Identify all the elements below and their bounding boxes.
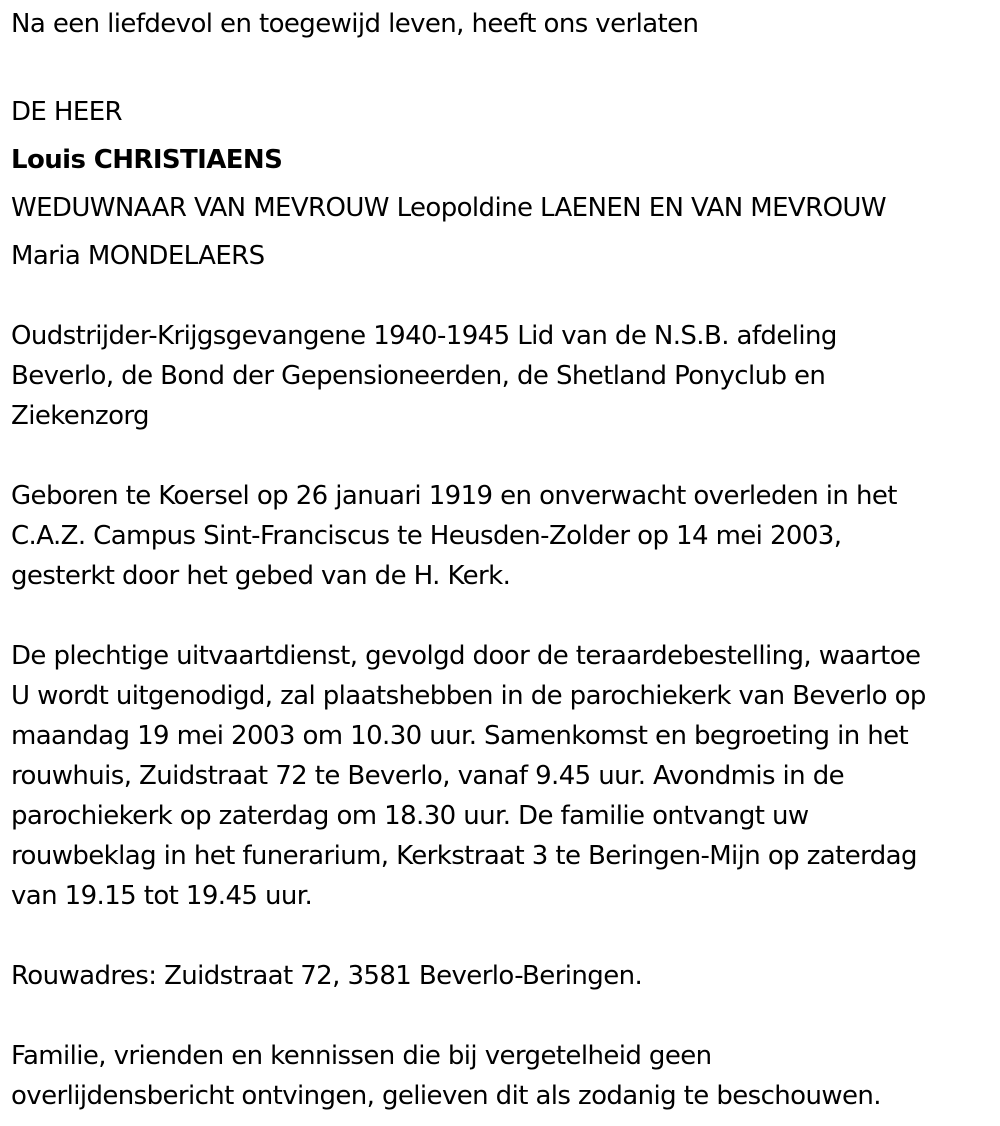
intro-line: Na een liefdevol en toegewijd leven, heeft ons verlaten xyxy=(11,9,699,39)
memberships-line: Beverlo, de Bond der Gepensioneerden, de Shetland Ponyclub en xyxy=(11,361,826,391)
spacer xyxy=(11,596,990,636)
closing-line: overlijdensbericht ontvingen, gelieven dit als zodanig te beschouwen. xyxy=(11,1081,881,1111)
funeral-line: U wordt uitgenodigd, zal plaatshebben in de parochiekerk van Beverlo op xyxy=(11,681,926,711)
spacer xyxy=(11,84,990,92)
spacer xyxy=(11,916,990,956)
spacer xyxy=(11,44,990,84)
funeral-line: van 19.15 tot 19.45 uur. xyxy=(11,881,313,911)
closing-line: Familie, vrienden en kennissen die bij vergetelheid geen xyxy=(11,1041,712,1071)
funeral-line: maandag 19 mei 2003 om 10.30 uur. Samenkomst en begroeting in het xyxy=(11,721,909,751)
birth-death-line: Geboren te Koersel op 26 januari 1919 en onverwacht overleden in het xyxy=(11,481,897,511)
mourning-address: Rouwadres: Zuidstraat 72, 3581 Beverlo-Beringen. xyxy=(11,961,643,991)
closing-paragraph xyxy=(11,1036,990,1116)
widower-line-2: Maria MONDELAERS xyxy=(11,241,265,271)
funeral-line: rouwbeklag in het funerarium, Kerkstraat 3 te Beringen-Mijn op zaterdag xyxy=(11,841,917,871)
deceased-name: Louis CHRISTIAENS xyxy=(11,145,283,175)
spacer xyxy=(11,996,990,1036)
funeral-line: rouwhuis, Zuidstraat 72 te Beverlo, vanaf 9.45 uur. Avondmis in de xyxy=(11,761,845,791)
spacer xyxy=(11,436,990,476)
funeral-line: De plechtige uitvaartdienst, gevolgd door de teraardebestelling, waartoe xyxy=(11,641,921,671)
spacer xyxy=(11,276,990,316)
memberships-line: Ziekenzorg xyxy=(11,401,149,431)
birth-death-paragraph xyxy=(11,476,990,596)
funeral-line: parochiekerk op zaterdag om 18.30 uur. De familie ontvangt uw xyxy=(11,801,809,831)
memberships-line: Oudstrijder-Krijgsgevangene 1940-1945 Lid van de N.S.B. afdeling xyxy=(11,321,837,351)
funeral-paragraph xyxy=(11,636,990,916)
memberships-paragraph xyxy=(11,316,990,436)
salutation: DE HEER xyxy=(11,97,122,127)
birth-death-line: C.A.Z. Campus Sint-Franciscus te Heusden-Zolder op 14 mei 2003, xyxy=(11,521,842,551)
birth-death-line: gesterkt door het gebed van de H. Kerk. xyxy=(11,561,511,591)
widower-line-1: WEDUWNAAR VAN MEVROUW Leopoldine LAENEN EN VAN MEVROUW xyxy=(11,193,886,223)
